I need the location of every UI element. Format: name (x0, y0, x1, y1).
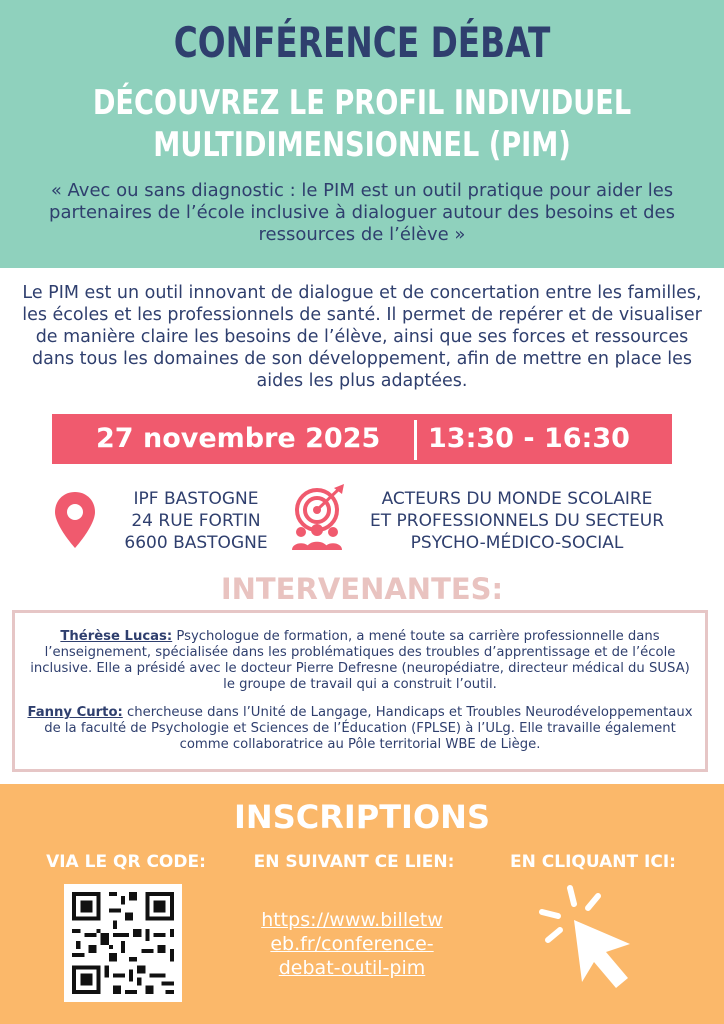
event-time: 13:30 - 16:30 (428, 423, 630, 454)
audience-line-2: ET PROFESSIONNELS DU SECTEUR (369, 511, 665, 531)
speaker-name: Fanny Curto: (27, 705, 123, 720)
registration-band (0, 784, 724, 1024)
speaker-description: chercheuse dans l’Unité de Langage, Handicaps et Troubles Neurodéveloppementaux de la faculté de Psychologie et Sciences de l’Éducation (FPLSE) à l’ULg. Elle travaille également comme collaboratrice au Pôle territorial WBE de Liège. (44, 705, 693, 752)
event-date: 27 novembre 2025 (96, 423, 381, 454)
header-band (0, 0, 724, 268)
qr-code-icon[interactable] (64, 884, 182, 1002)
date-banner (52, 414, 672, 464)
audience-line-1: ACTEURS DU MONDE SCOLAIRE (381, 489, 653, 509)
speaker-name: Thérèse Lucas: (60, 629, 173, 644)
location-line-3: 6600 BASTOGNE (124, 533, 268, 553)
speakers-heading: INTERVENANTES: (220, 572, 504, 606)
location-pin-icon (52, 490, 98, 550)
registration-link[interactable] (248, 908, 456, 980)
link-label: EN SUIVANT CE LIEN: (253, 852, 455, 872)
target-audience-icon (288, 484, 350, 552)
link-line-3[interactable]: debat-outil-pim (278, 957, 426, 979)
click-label: EN CLIQUANT ICI: (510, 852, 676, 872)
link-line-1[interactable]: https://www.billetw (261, 909, 443, 931)
registration-heading: INSCRIPTIONS (234, 798, 490, 836)
location-line-1: IPF BASTOGNE (133, 489, 259, 509)
qr-label: VIA LE QR CODE: (46, 852, 206, 872)
page-title: CONFÉRENCE DÉBAT (173, 18, 551, 67)
header-quote: « Avec ou sans diagnostic : le PIM est un outil pratique pour aider les partenaires de l’école inclusive à dialoguer autour des besoins et des ressources de l’élève » (49, 180, 675, 245)
location-line-2: 24 RUE FORTIN (131, 511, 261, 531)
event-location (108, 488, 284, 554)
subtitle-line-2: MULTIDIMENSIONNEL (PIM) (153, 125, 571, 165)
page-subtitle (72, 82, 651, 166)
click-cursor-icon[interactable] (534, 882, 654, 1002)
event-audience (352, 488, 682, 554)
speakers-box (12, 610, 708, 772)
speaker-description: Psychologue de formation, a mené toute sa carrière professionnelle dans l’enseignement, spécialisée dans les problématiques des troubles d’apprentissage et de l’école inclusive. Elle a présidé avec le docteur Pierre Defresne (neuropédiatre, directeur médical du SUSA) le groupe de travail qui a construit l’outil. (30, 629, 690, 692)
link-line-2[interactable]: eb.fr/conference- (270, 933, 434, 955)
audience-line-3: PSYCHO-MÉDICO-SOCIAL (410, 533, 624, 553)
date-separator (414, 420, 417, 460)
speaker-bio (23, 705, 697, 753)
speaker-bio (23, 629, 697, 693)
subtitle-line-1: DÉCOUVREZ LE PROFIL INDIVIDUEL (92, 83, 632, 123)
intro-paragraph: Le PIM est un outil innovant de dialogue et de concertation entre les familles, les écoles et les professionnels de santé. Il permet de repérer et de visualiser de manière claire les besoins de l’élève, ainsi que ses forces et ressources dans tous les domaines de son développement, afin de mettre en place les aides les plus adaptées. (22, 283, 702, 391)
